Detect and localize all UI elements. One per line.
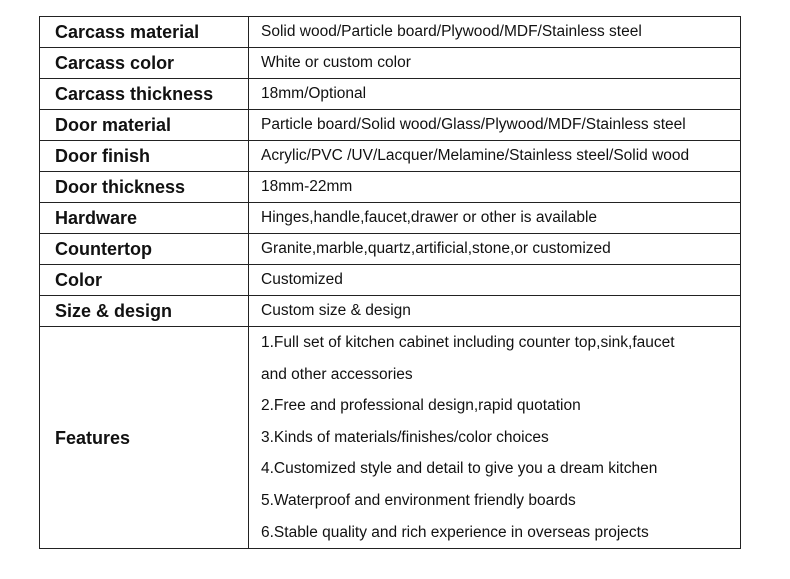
features-row	[40, 327, 741, 549]
table-row	[40, 203, 741, 234]
feature-line: 2.Free and professional design,rapid quotation	[261, 397, 581, 415]
row-value: Particle board/Solid wood/Glass/Plywood/MDF/Stainless steel	[249, 110, 741, 141]
row-value: Custom size & design	[249, 296, 741, 327]
table-row	[40, 48, 741, 79]
row-label: Color	[40, 265, 249, 296]
features-list	[249, 327, 741, 549]
row-label: Hardware	[40, 203, 249, 234]
table-row	[40, 296, 741, 327]
feature-line: and other accessories	[261, 365, 413, 383]
table-row	[40, 234, 741, 265]
feature-line: 6.Stable quality and rich experience in overseas projects	[261, 523, 649, 541]
row-label: Door material	[40, 110, 249, 141]
row-value: 18mm-22mm	[249, 172, 741, 203]
table-row	[40, 172, 741, 203]
table-row	[40, 265, 741, 296]
table-row	[40, 79, 741, 110]
row-value: 18mm/Optional	[249, 79, 741, 110]
row-label: Door finish	[40, 141, 249, 172]
table-row	[40, 17, 741, 48]
feature-line: 4.Customized style and detail to give you a dream kitchen	[261, 460, 658, 478]
row-label: Countertop	[40, 234, 249, 265]
row-value: Customized	[249, 265, 741, 296]
row-value: Solid wood/Particle board/Plywood/MDF/Stainless steel	[249, 17, 741, 48]
table-row	[40, 110, 741, 141]
row-label: Door thickness	[40, 172, 249, 203]
features-label: Features	[40, 327, 249, 549]
row-value: White or custom color	[249, 48, 741, 79]
feature-line: 3.Kinds of materials/finishes/color choices	[261, 428, 549, 446]
feature-line: 1.Full set of kitchen cabinet including counter top,sink,faucet	[261, 334, 675, 351]
row-label: Size & design	[40, 296, 249, 327]
table-row	[40, 141, 741, 172]
specification-table	[39, 16, 741, 549]
row-value: Hinges,handle,faucet,drawer or other is available	[249, 203, 741, 234]
row-value: Acrylic/PVC /UV/Lacquer/Melamine/Stainless steel/Solid wood	[249, 141, 741, 172]
row-label: Carcass color	[40, 48, 249, 79]
feature-line: 5.Waterproof and environment friendly boards	[261, 491, 576, 509]
row-value: Granite,marble,quartz,artificial,stone,or customized	[249, 234, 741, 265]
row-label: Carcass thickness	[40, 79, 249, 110]
row-label: Carcass material	[40, 17, 249, 48]
